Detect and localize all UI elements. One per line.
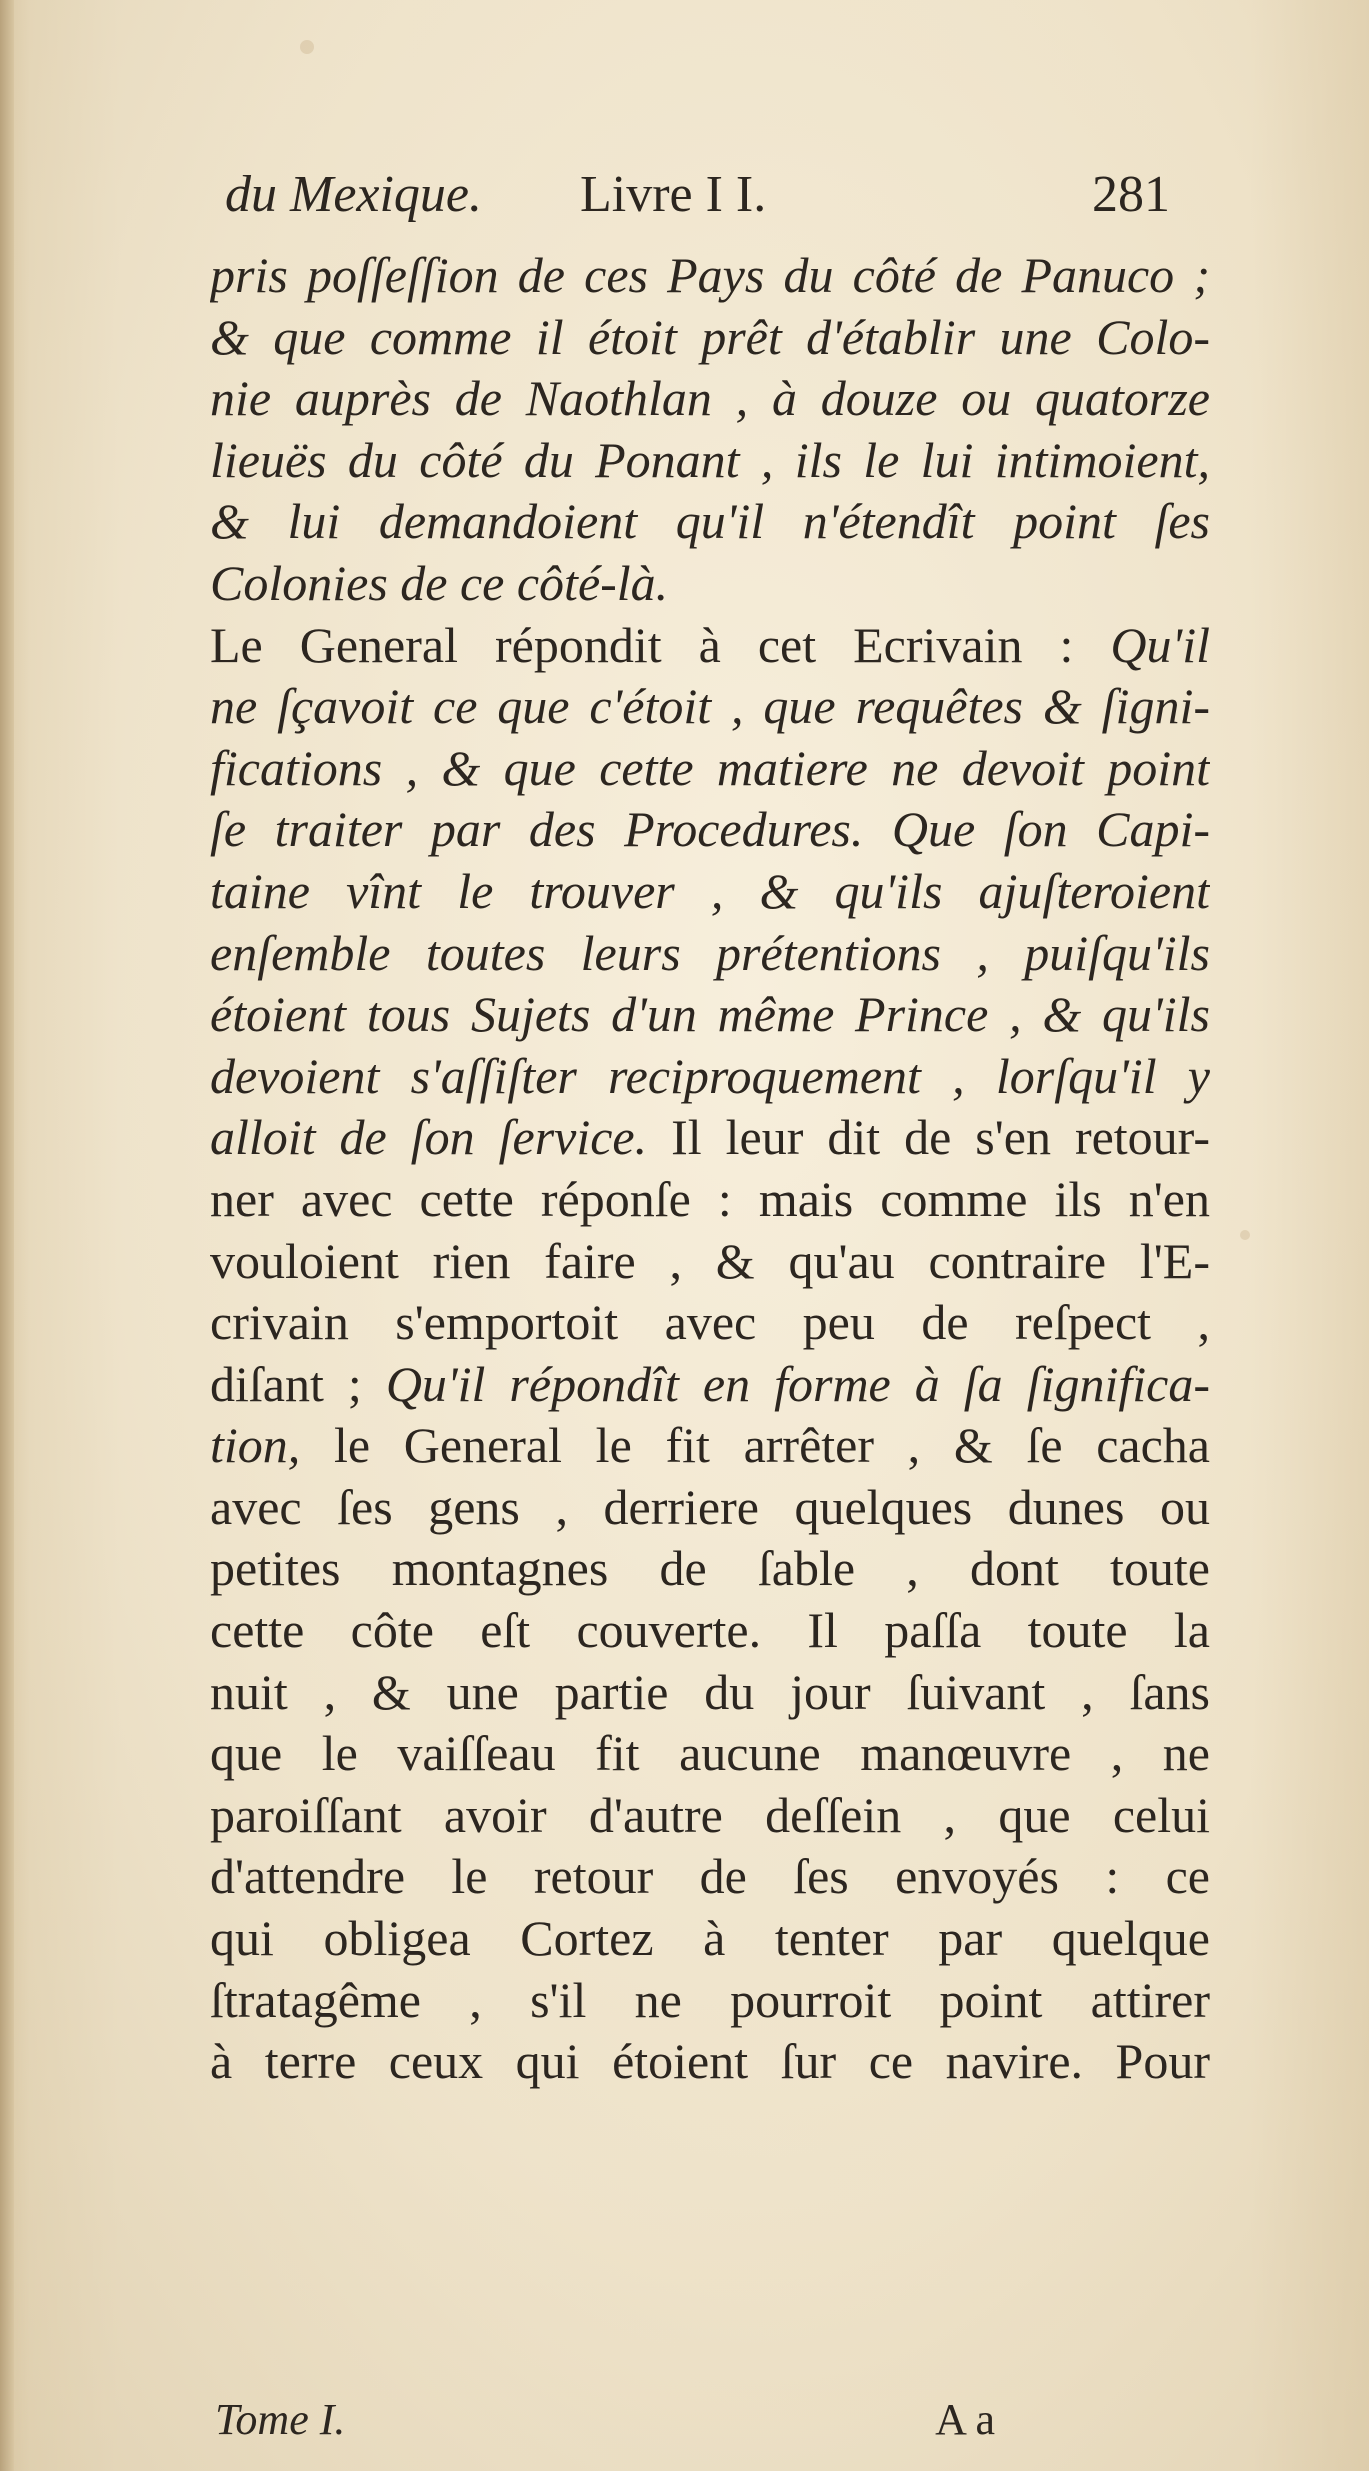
text-line: lieuës du côté du Ponant , ils le lui intimoient, — [210, 431, 1210, 488]
foxing-stain — [1240, 1230, 1250, 1240]
text-span-italic: Qu'il — [1110, 616, 1210, 673]
text-line: nuit , & une partie du jour ſuivant , ſans — [210, 1663, 1210, 1720]
foxing-stain — [300, 40, 314, 54]
text-line: taine vînt le trouver , & qu'ils ajuſteroient — [210, 862, 1210, 919]
text-span: Il leur dit de s'en retour- — [647, 1109, 1210, 1166]
text-span: Le General répondit à cet Ecrivain : — [210, 616, 1111, 673]
text-line: fications , & que cette matiere ne devoit point — [210, 739, 1210, 796]
text-line: & lui demandoient qu'il n'étendît point ſes — [210, 493, 1210, 550]
page-binding-edge — [0, 0, 14, 2471]
text-line: paroiſſant avoir d'autre deſſein , que celui — [210, 1786, 1210, 1843]
text-line: crivain s'emportoit avec peu de reſpect , — [210, 1294, 1210, 1351]
text-line: vouloient rien faire , & qu'au contraire l'E- — [210, 1232, 1210, 1289]
text-line: ſe traiter par des Procedures. Que ſon Capi- — [210, 801, 1210, 858]
text-line: ſtratagême , s'il ne pourroit point attirer — [210, 1971, 1210, 2028]
running-title: du Mexique. — [225, 166, 483, 223]
text-line: nie auprès de Naothlan , à douze ou quatorze — [210, 370, 1210, 427]
text-line: ner avec cette réponſe : mais comme ils n'en — [210, 1170, 1210, 1227]
text-line: devoient s'aſſiſter reciproquement , lorſqu'il y — [210, 1047, 1210, 1104]
text-span-italic: tion, — [210, 1417, 301, 1474]
text-line: ne ſçavoit ce que c'étoit , que requêtes & ſigni- — [210, 678, 1210, 735]
text-span-italic: alloit de ſon ſervice. — [210, 1109, 648, 1166]
text-line: enſemble toutes leurs prétentions , puiſqu'ils — [210, 924, 1210, 981]
text-line: Colonies de ce côté-là. — [210, 554, 669, 611]
text-line: d'attendre le retour de ſes envoyés : ce — [210, 1848, 1210, 1905]
text-line — [210, 615, 1210, 677]
text-line: pris poſſeſſion de ces Pays du côté de Panuco ; — [210, 247, 1210, 303]
page-number: 281 — [1092, 166, 1170, 223]
text-line: que le vaiſſeau fit aucune manœuvre , ne — [210, 1725, 1210, 1782]
text-span: diſant ; — [210, 1355, 386, 1412]
text-line: à terre ceux qui étoient ſur ce navire. Pour — [210, 2033, 1210, 2090]
text-line: cette côte eſt couverte. Il paſſa toute la — [210, 1602, 1210, 1659]
text-line — [210, 1107, 1210, 1169]
text-line: petites montagnes de ſable , dont toute — [210, 1540, 1210, 1597]
page-footer — [215, 2390, 995, 2450]
text-line: étoient tous Sujets d'un même Prince , & qu'ils — [210, 986, 1210, 1043]
volume-label: Tome I. — [215, 2395, 346, 2444]
text-span-italic: Qu'il répondît en forme à ſa ſignifica- — [385, 1355, 1210, 1412]
book-number: Livre I I. — [580, 166, 767, 223]
body-text — [210, 245, 1210, 2093]
text-line: qui obligea Cortez à tenter par quelque — [210, 1910, 1210, 1967]
text-line — [210, 1415, 1210, 1477]
text-line: & que comme il étoit prêt d'établir une Colo- — [210, 308, 1210, 365]
text-line — [210, 1354, 1210, 1416]
signature-mark: A a — [935, 2395, 995, 2444]
text-span: le General le fit arrêter , & ſe cacha — [300, 1417, 1210, 1474]
running-head — [210, 160, 1210, 230]
text-line: avec ſes gens , derriere quelques dunes ou — [210, 1478, 1210, 1535]
